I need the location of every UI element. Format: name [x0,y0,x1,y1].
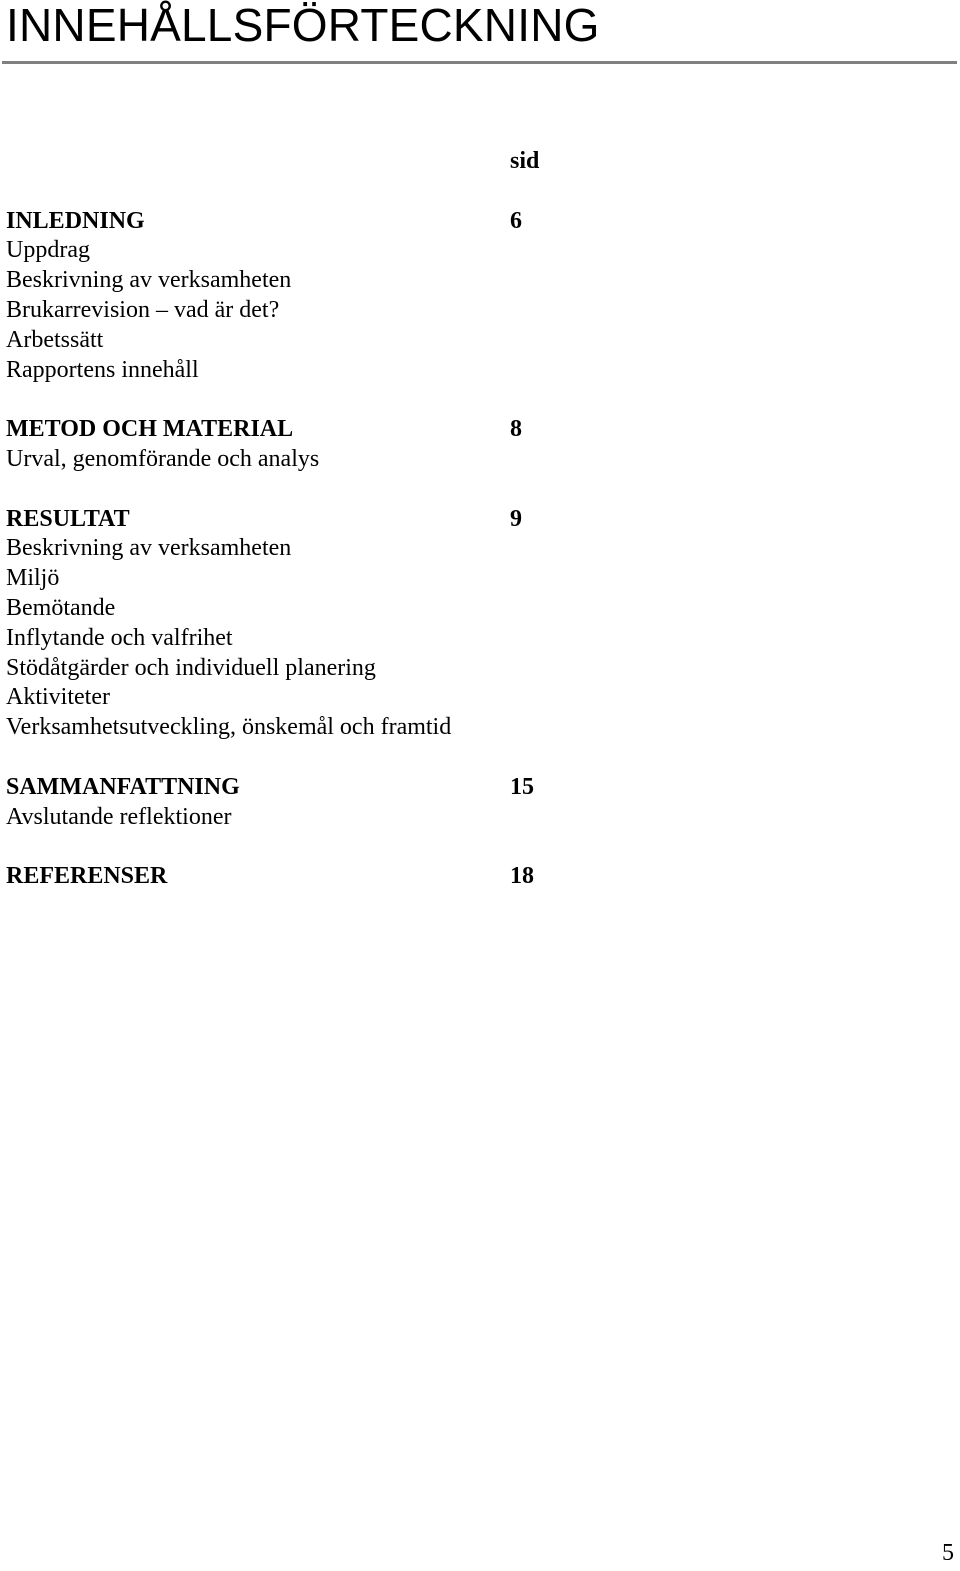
toc-subentry: Miljö [6,565,60,592]
toc-subentry: Beskrivning av verksamheten [6,535,292,562]
toc-heading-entry [6,773,566,803]
toc-section [6,862,566,892]
page-title: INNEHÅLLSFÖRTECKNING [6,0,600,51]
header-spacer [6,177,566,207]
toc-section [6,415,566,475]
footer-page-number: 5 [942,1540,954,1566]
toc-section [6,505,566,743]
toc-subentry: Stödåtgärder och individuell planering [6,654,376,681]
toc-page-number: 18 [510,863,534,890]
toc-subentry: Urval, genomförande och analys [6,445,320,472]
toc-section [6,207,566,386]
toc-subentry: Verksamhetsutveckling, önskemål och framtid [6,714,452,741]
page-column-label: sid [510,148,540,174]
toc-heading-label: RESULTAT [6,505,130,532]
toc-subentry: Arbetssätt [6,326,104,353]
toc-page-number: 15 [510,773,534,800]
toc-subentry: Bemötande [6,594,116,621]
toc-subentry: Aktiviteter [6,684,110,711]
table-of-contents [6,147,566,922]
toc-heading-label: INLEDNING [6,207,145,234]
toc-page-number: 6 [510,207,522,234]
toc-heading-label: REFERENSER [6,863,168,890]
toc-subentry: Inflytande och valfrihet [6,624,233,651]
toc-heading-entry [6,207,566,237]
toc-page-number: 8 [510,416,522,443]
toc-subentry: Avslutande reflektioner [6,803,232,830]
toc-subentry: Beskrivning av verksamheten [6,267,292,294]
toc-heading-entry [6,862,566,892]
toc-section [6,773,566,833]
toc-subentry: Brukarrevision – vad är det? [6,296,280,323]
toc-page-number: 9 [510,505,522,532]
toc-subentry: Uppdrag [6,237,90,264]
toc-column-header [6,147,566,177]
toc-heading-label: METOD OCH MATERIAL [6,416,294,443]
toc-heading-label: SAMMANFATTNING [6,773,240,800]
toc-sections [6,207,566,892]
title-divider [2,61,957,64]
toc-heading-entry [6,505,566,535]
toc-subentry: Rapportens innehåll [6,356,199,383]
toc-heading-entry [6,415,566,445]
